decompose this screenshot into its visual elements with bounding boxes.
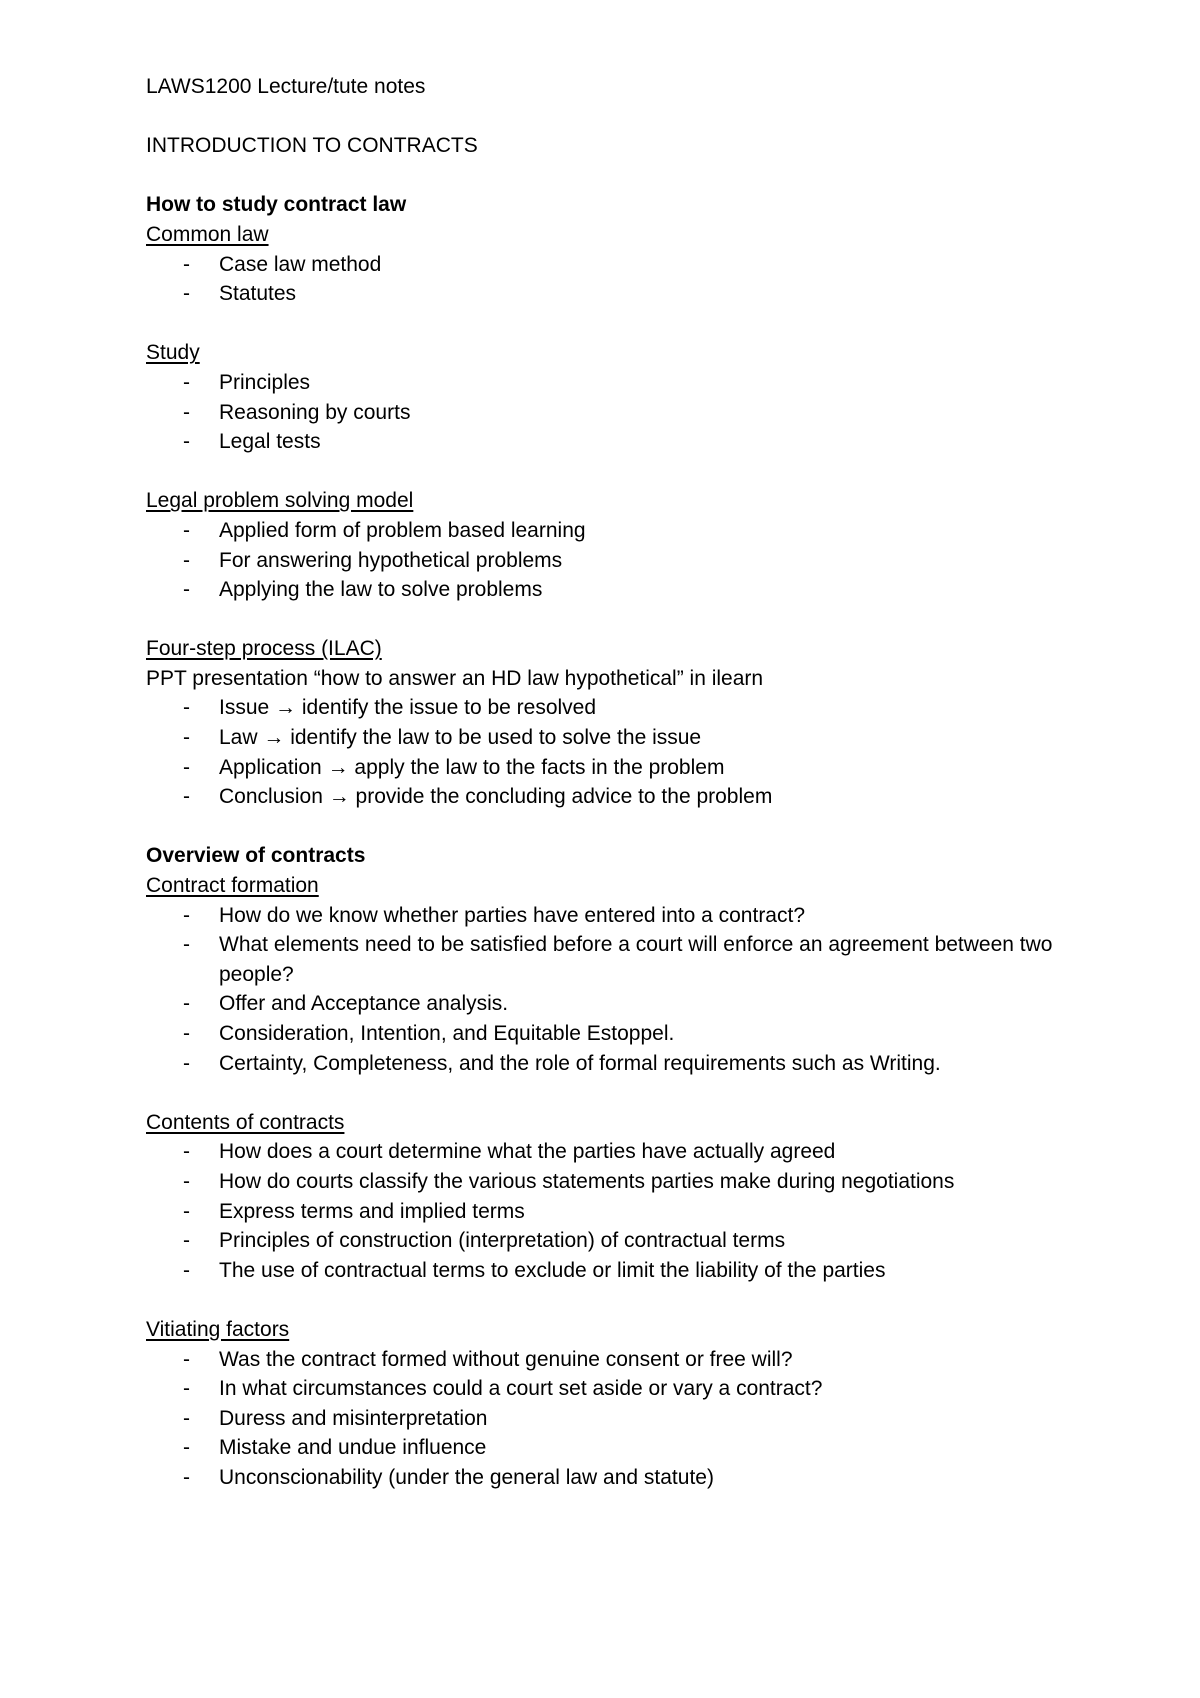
problem-solving-list (146, 516, 1106, 605)
subheading-common-law: Common law (146, 222, 269, 246)
bullet-dash: - (183, 1465, 190, 1489)
list-item (146, 901, 1106, 931)
spacer (146, 161, 1106, 191)
list-item (146, 427, 1106, 457)
list-item-text: Conclusion → provide the concluding advice to the problem (219, 785, 773, 809)
section-heading-overview: Overview of contracts (146, 844, 366, 868)
list-item (146, 279, 1106, 309)
list-item-text: For answering hypothetical problems (219, 548, 563, 572)
bullet-dash: - (183, 400, 190, 424)
bullet-dash: - (183, 1229, 190, 1253)
bullet-dash: - (183, 370, 190, 394)
list-item-text: Duress and misinterpretation (219, 1406, 488, 1430)
list-item-text: Applying the law to solve problems (219, 578, 543, 602)
bullet-dash: - (183, 252, 190, 276)
list-item (146, 398, 1106, 428)
bullet-dash: - (183, 755, 190, 779)
list-item-text: How do courts classify the various statements parties make during negotiations (219, 1169, 955, 1193)
list-item (146, 1345, 1106, 1375)
bullet-dash: - (183, 785, 190, 809)
list-item-text: Certainty, Completeness, and the role of formal requirements such as Writing. (219, 1051, 941, 1075)
bullet-dash: - (183, 1258, 190, 1282)
subheading-contents: Contents of contracts (146, 1110, 345, 1134)
list-item (146, 250, 1106, 280)
list-item (146, 1197, 1106, 1227)
list-item-text: Was the contract formed without genuine consent or free will? (219, 1347, 793, 1371)
subheading-problem-solving-model: Legal problem solving model (146, 489, 414, 513)
study-list (146, 368, 1106, 457)
list-item-text: Reasoning by courts (219, 400, 411, 424)
spacer (146, 457, 1106, 487)
list-item-text: Law → identify the law to be used to solve the issue (219, 726, 702, 750)
bullet-dash: - (183, 696, 190, 720)
list-item (146, 989, 1106, 1019)
list-item-text: Case law method (219, 252, 382, 276)
list-item-text: Issue → identify the issue to be resolved (219, 696, 597, 720)
bullet-dash: - (183, 548, 190, 572)
bullet-dash: - (183, 1347, 190, 1371)
subheading-study: Study (146, 341, 200, 365)
bullet-dash: - (183, 1377, 190, 1401)
spacer (146, 812, 1106, 842)
list-item (146, 1433, 1106, 1463)
common-law-list (146, 250, 1106, 309)
list-item (146, 575, 1106, 605)
bullet-dash: - (183, 1406, 190, 1430)
list-item-text: Applied form of problem based learning (219, 518, 586, 542)
document-page (146, 72, 1106, 1493)
list-item-text: The use of contractual terms to exclude or limit the liability of the parties (219, 1258, 886, 1282)
spacer (146, 605, 1106, 635)
subheading-vitiating-factors: Vitiating factors (146, 1317, 290, 1341)
bullet-dash: - (183, 992, 190, 1016)
spacer (146, 1285, 1106, 1315)
list-item-text: Unconscionability (under the general law and statute) (219, 1465, 714, 1489)
bullet-dash: - (183, 903, 190, 927)
document-title: LAWS1200 Lecture/tute notes (146, 75, 426, 98)
subheading-contract-formation: Contract formation (146, 874, 319, 898)
bullet-dash: - (183, 282, 190, 306)
list-item (146, 782, 1106, 812)
subheading-ilac: Four-step process (ILAC) (146, 637, 382, 661)
spacer (146, 1078, 1106, 1108)
bullet-dash: - (183, 1169, 190, 1193)
list-item (146, 930, 1106, 989)
list-item-text: Mistake and undue influence (219, 1436, 487, 1460)
list-item-text: How do we know whether parties have entered into a contract? (219, 903, 806, 927)
list-item (146, 1019, 1106, 1049)
list-item (146, 1137, 1106, 1167)
list-item (146, 516, 1106, 546)
list-item (146, 1404, 1106, 1434)
list-item (146, 1463, 1106, 1493)
spacer (146, 102, 1106, 132)
list-item-text: Offer and Acceptance analysis. (219, 992, 509, 1016)
list-item-text: Consideration, Intention, and Equitable Estoppel. (219, 1022, 675, 1045)
section-heading-study-contract-law: How to study contract law (146, 193, 407, 217)
spacer (146, 309, 1106, 339)
list-item-text: Express terms and implied terms (219, 1199, 525, 1223)
ilac-list (146, 693, 1106, 811)
bullet-dash: - (183, 518, 190, 542)
bullet-dash: - (183, 1199, 190, 1223)
intro-title: INTRODUCTION TO CONTRACTS (146, 134, 478, 158)
contents-list (146, 1137, 1106, 1285)
list-item (146, 368, 1106, 398)
list-item (146, 1256, 1106, 1286)
bullet-dash: - (183, 1022, 190, 1045)
list-item (146, 723, 1106, 753)
bullet-dash: - (183, 1051, 190, 1075)
bullet-dash: - (183, 726, 190, 750)
list-item-text: What elements need to be satisfied before a court will enforce an agreement between two people? (219, 933, 1053, 986)
list-item (146, 753, 1106, 783)
formation-list (146, 901, 1106, 1079)
list-item (146, 693, 1106, 723)
bullet-dash: - (183, 578, 190, 602)
list-item-text: Application → apply the law to the facts in the problem (219, 755, 725, 779)
list-item-text: Principles of construction (interpretation) of contractual terms (219, 1229, 786, 1253)
list-item (146, 1374, 1106, 1404)
bullet-dash: - (183, 1436, 190, 1460)
vitiating-list (146, 1345, 1106, 1493)
bullet-dash: - (183, 933, 190, 957)
list-item-text: Legal tests (219, 430, 321, 454)
ilac-intro: PPT presentation “how to answer an HD law hypothetical” in ilearn (146, 666, 764, 690)
list-item-text: How does a court determine what the parties have actually agreed (219, 1140, 836, 1164)
list-item-text: In what circumstances could a court set aside or vary a contract? (219, 1377, 823, 1401)
list-item (146, 1049, 1106, 1079)
list-item (146, 1167, 1106, 1197)
bullet-dash: - (183, 430, 190, 454)
bullet-dash: - (183, 1140, 190, 1164)
list-item (146, 1226, 1106, 1256)
list-item-text: Statutes (219, 282, 297, 306)
list-item-text: Principles (219, 370, 311, 394)
list-item (146, 546, 1106, 576)
